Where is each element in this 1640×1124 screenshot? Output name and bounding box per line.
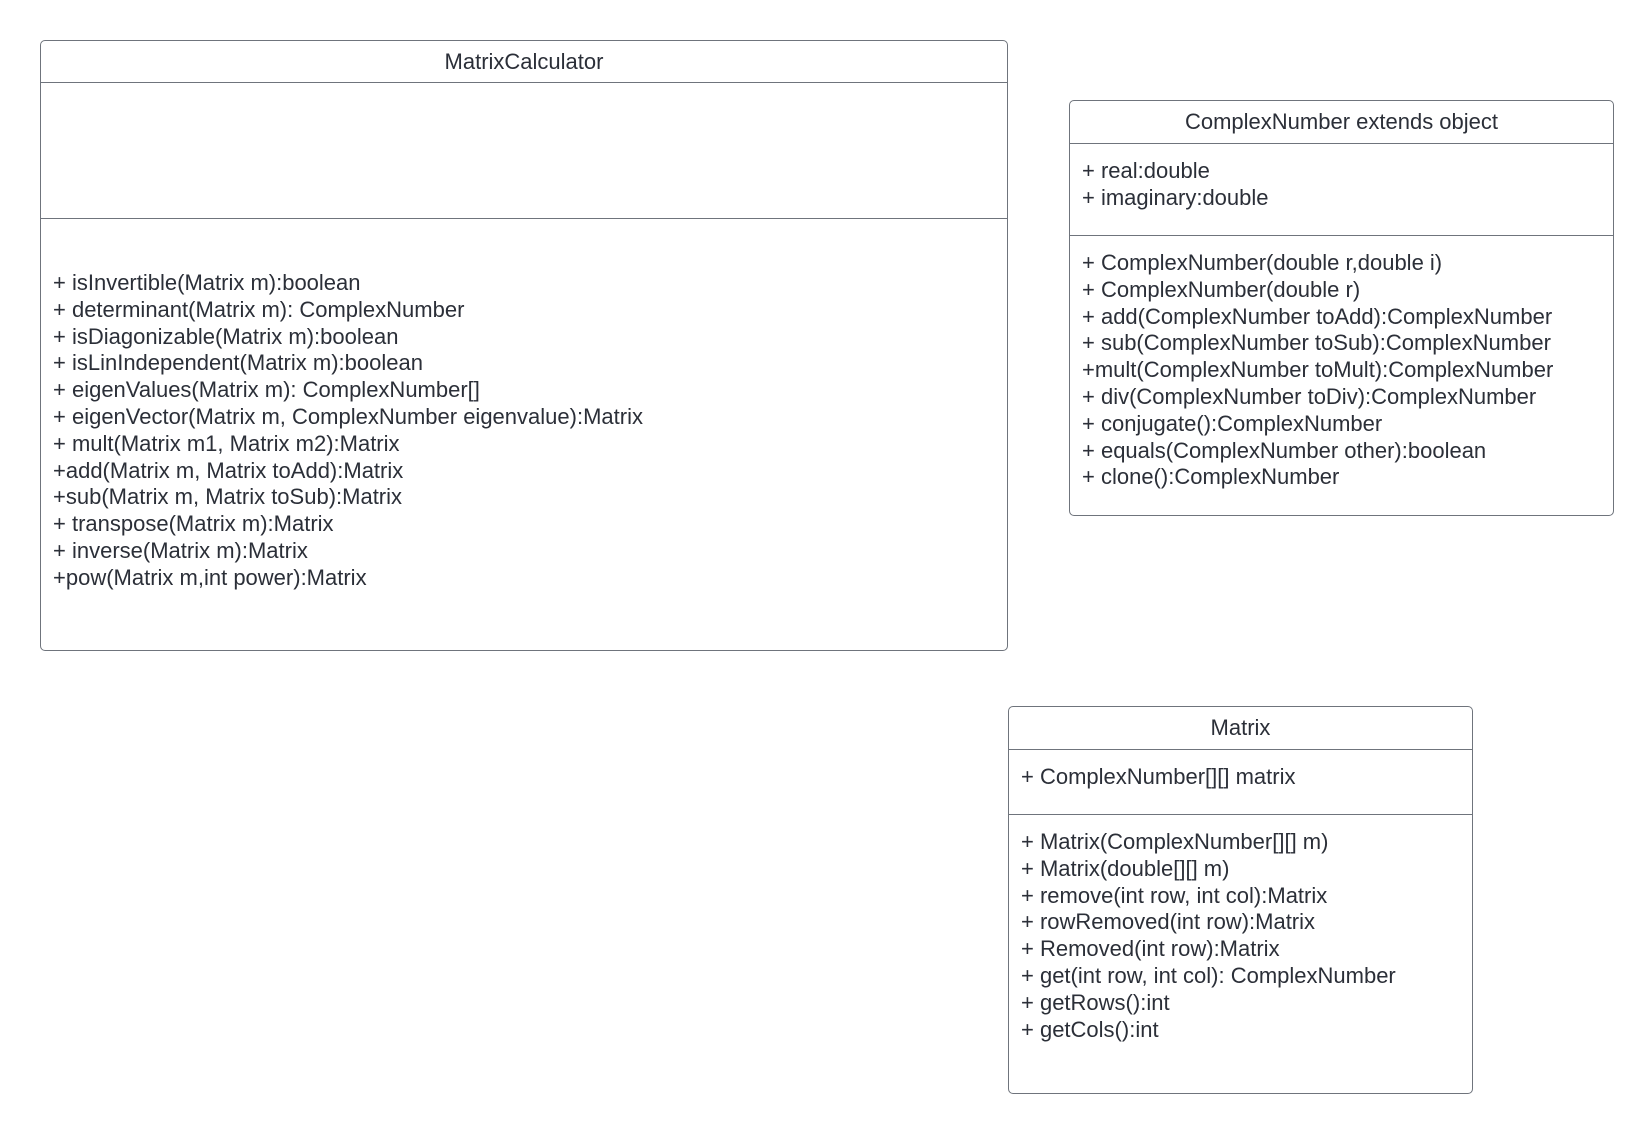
operation: +add(Matrix m, Matrix toAdd):Matrix	[53, 457, 404, 483]
operation: + clone():ComplexNumber	[1082, 464, 1340, 490]
class-name: ComplexNumber extends object	[1070, 101, 1613, 144]
operation: + eigenVector(Matrix m, ComplexNumber eigenvalue):Matrix	[53, 403, 643, 429]
attribute: + ComplexNumber[][] matrix	[1021, 764, 1296, 789]
operation: + Matrix(ComplexNumber[][] m)	[1021, 829, 1329, 854]
operation: + equals(ComplexNumber other):boolean	[1082, 437, 1487, 463]
operation: + ComplexNumber(double r)	[1082, 276, 1361, 302]
class-matrix[interactable]	[1008, 706, 1473, 1094]
operation: + eigenValues(Matrix m): ComplexNumber[]	[53, 377, 480, 403]
operation: + isDiagonizable(Matrix m):boolean	[53, 323, 399, 349]
operation: + isInvertible(Matrix m):boolean	[53, 270, 361, 295]
operation: + Removed(int row):Matrix	[1021, 936, 1280, 962]
class-name: MatrixCalculator	[41, 41, 1007, 83]
attributes-section	[1009, 750, 1472, 815]
operations-section	[41, 219, 1007, 592]
operation: +mult(ComplexNumber toMult):ComplexNumber	[1082, 357, 1554, 383]
operation: + getRows():int	[1021, 989, 1170, 1015]
operation: + rowRemoved(int row):Matrix	[1021, 909, 1316, 935]
class-name: Matrix	[1009, 707, 1472, 750]
attribute: + imaginary:double	[1082, 184, 1269, 210]
class-complex-number[interactable]	[1069, 100, 1614, 516]
operation: + determinant(Matrix m): ComplexNumber	[53, 296, 465, 322]
operation: + sub(ComplexNumber toSub):ComplexNumber	[1082, 330, 1551, 356]
operation: + ComplexNumber(double r,double i)	[1082, 250, 1443, 275]
attribute: + real:double	[1082, 158, 1210, 183]
operation: + inverse(Matrix m):Matrix	[53, 537, 308, 563]
operation: + remove(int row, int col):Matrix	[1021, 882, 1328, 908]
attributes-section	[1070, 144, 1613, 236]
operation: + add(ComplexNumber toAdd):ComplexNumber	[1082, 303, 1553, 329]
operation: + div(ComplexNumber toDiv):ComplexNumber	[1082, 383, 1537, 409]
operation: + Matrix(double[][] m)	[1021, 855, 1230, 881]
operation: + isLinIndependent(Matrix m):boolean	[53, 350, 423, 376]
operation: + transpose(Matrix m):Matrix	[53, 511, 334, 537]
operation: +sub(Matrix m, Matrix toSub):Matrix	[53, 484, 403, 510]
operation: +pow(Matrix m,int power):Matrix	[53, 564, 367, 590]
operations-section	[1009, 815, 1472, 1043]
operation: + mult(Matrix m1, Matrix m2):Matrix	[53, 430, 400, 456]
class-matrix-calculator[interactable]	[40, 40, 1008, 651]
attributes-section	[41, 83, 1007, 219]
operations-section	[1070, 236, 1613, 491]
operation: + get(int row, int col): ComplexNumber	[1021, 962, 1396, 988]
operation: + getCols():int	[1021, 1016, 1159, 1042]
operation: + conjugate():ComplexNumber	[1082, 410, 1383, 436]
